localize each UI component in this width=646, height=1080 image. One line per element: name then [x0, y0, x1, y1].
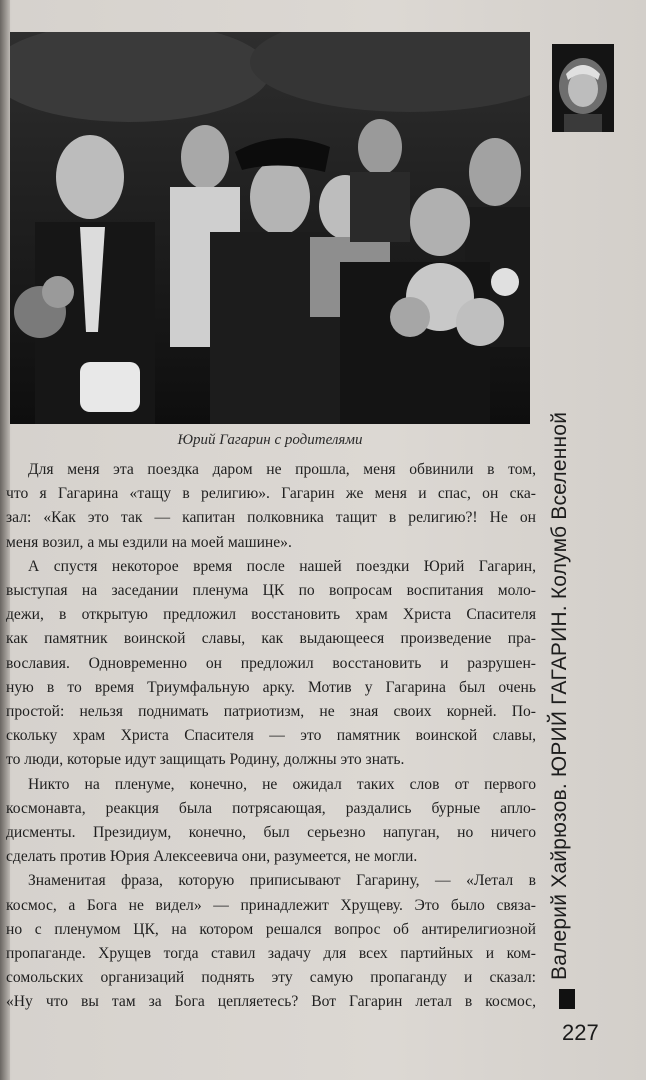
text-line: сделать против Юрия Алексеевича они, разумеется, не могли. [6, 848, 418, 866]
section-marker [559, 989, 575, 1009]
body-text [6, 458, 536, 1015]
paragraph [6, 458, 536, 555]
text-line: Знаменитая фраза, которую приписывают Гагарину, — «Летал в [28, 872, 536, 890]
text-line: зал: «Как это так — капитан полковника тащит в религию?! Не он [6, 509, 536, 527]
text-line: меня возил, а мы ездили на моей машине». [6, 533, 292, 551]
text-line: простой: нельзя поднимать патриотизм, не зная своих корней. По- [6, 703, 536, 721]
text-line: космонавта, реакция была потрясающая, раздались бурные апло- [6, 799, 536, 817]
text-line: А спустя некоторое время после нашей поездки Юрий Гагарин, [28, 557, 536, 575]
text-line: но с пленумом ЦК, на котором решался вопрос об антирелигиозной [6, 920, 536, 938]
text-line: вославия. Одновременно он предложил восстановить и разрушен- [6, 654, 536, 672]
text-line: то люди, которые идут защищать Родину, должны это знать. [6, 751, 405, 769]
text-line: дежи, в открытую предложил восстановить храм Христа Спасителя [6, 606, 536, 624]
photo-caption: Юрий Гагарин с родителями [177, 432, 363, 448]
cosmonaut-portrait-icon [552, 44, 614, 132]
text-line: пропаганде. Хрущев тогда ставил задачу для всех партийных и ком- [6, 945, 536, 963]
text-line: как памятник воинской славы, как выдающееся произведение пра- [6, 630, 536, 648]
text-line: ную в то время Триумфальную арку. Мотив у Гагарина был очень [6, 678, 536, 696]
running-title: Валерий Хайрюзов. ЮРИЙ ГАГАРИН. Колумб Вселенной [548, 411, 571, 980]
paragraph [6, 555, 536, 773]
photograph [10, 32, 530, 424]
text-line: «Ну что вы там за Бога цепляетесь? Вот Гагарин летал в космос, [6, 993, 536, 1011]
text-line: Для меня эта поездка даром не прошла, меня обвинили в том, [28, 461, 536, 478]
paragraph [6, 869, 536, 1014]
photo-image [10, 32, 530, 424]
page-number: 227 [562, 1020, 599, 1045]
text-line: дисменты. Президиум, конечно, был серьезно напуган, но ничего [6, 824, 536, 842]
text-line: космос, а Бога не видел» — принадлежит Хрущеву. Это было связа- [6, 896, 536, 914]
text-line: скольку храм Христа Спасителя — это памятник воинской славы, [6, 727, 536, 745]
text-line: сомольских организаций поднять эту самую пропаганду и сказал: [6, 969, 536, 987]
text-line: выступая на заседании пленума ЦК по вопросам воспитания моло- [6, 582, 536, 600]
text-line: Никто на пленуме, конечно, не ожидал таких слов от первого [28, 775, 536, 793]
paragraph [6, 773, 536, 870]
text-line: что я Гагарина «тащу в религию». Гагарин же меня и спас, он ска- [6, 485, 536, 503]
